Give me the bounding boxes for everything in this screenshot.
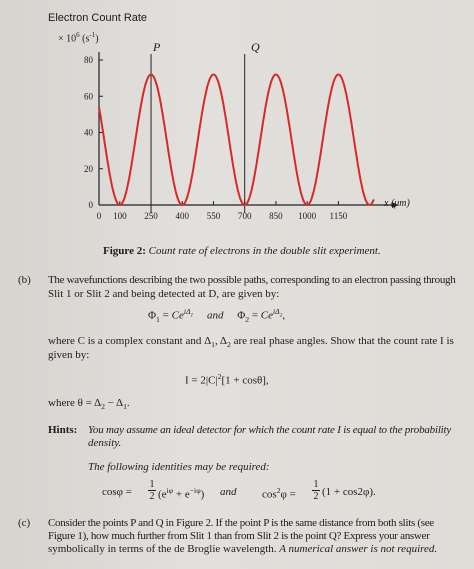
point-q-label: Q	[251, 40, 260, 54]
part-b-where-line1: where C is a complex constant and $\Delta_1$, $\Delta_2$ are real phase angles. Show that the count rate I is	[48, 335, 454, 350]
y-axis-unit: × $10^6$ $(s^{-1})$	[58, 31, 99, 45]
chart-ticks	[84, 55, 348, 221]
hints-line2: density.	[88, 437, 122, 449]
theta-definition: where $\theta = \Delta_2 - \Delta_1$.	[48, 397, 130, 412]
figure-title: Electron Count Rate	[48, 12, 148, 24]
x-axis-label: x (μm)	[384, 198, 410, 209]
identity-and: and	[220, 486, 237, 498]
x-tick-label: 850	[269, 211, 283, 221]
figure-caption: Figure 2: Count rate of electrons in the double slit experiment.	[103, 245, 381, 257]
y-tick-label: 60	[84, 91, 93, 102]
x-tick-label: 400	[175, 211, 190, 221]
hints-label: Hints:	[48, 424, 78, 436]
hints-line1: You may assume an ideal detector for which the count rate I is equal to the probability	[88, 424, 452, 436]
y-tick-label: 20	[84, 163, 93, 174]
x-tick-label: 1000	[298, 211, 317, 221]
part-c-line1: Consider the points P and Q in Figure 2. If the point P is the same distance from both slits (see	[48, 517, 434, 529]
part-b-where-line2: given by:	[48, 349, 90, 361]
x-tick-label: 700	[237, 211, 252, 221]
count-rate-curve	[99, 75, 374, 205]
x-tick-label: 250	[144, 211, 158, 221]
x-tick-label: 1150	[329, 211, 348, 221]
identity-cos-squared-fraction: 1 2	[313, 479, 319, 502]
point-p-label: P	[153, 40, 161, 54]
part-b-label: (b)	[18, 274, 31, 286]
identity-cos: cosφ =	[102, 486, 132, 498]
x-tick-label: 100	[113, 211, 127, 221]
part-b-intro-line2: Slit 1 or Slit 2 and being detected at D, are given by:	[48, 288, 280, 300]
part-c-label: (c)	[18, 517, 31, 529]
part-b-intro-line1: The wavefunctions describing the two possible paths, corresponding to an electron passing through	[48, 274, 456, 286]
part-c-line2: Figure 1), how much further from Slit 1 than from Slit 2 is the point Q? Express your answer	[48, 530, 430, 542]
y-tick-label: 80	[84, 55, 93, 65]
x-tick-label: 0	[96, 211, 102, 221]
identity-cos-squared-rhs: (1 + cos2φ).	[322, 486, 376, 498]
count-rate-equation: $I = 2|C|^2[1 + \cos\theta]$,	[185, 372, 269, 387]
part-c-line3: symbolically in terms of the de Broglie wavelength. A numerical answer is not required.	[48, 543, 438, 555]
identity-cos-squared: $\cos^2\varphi$ =	[262, 486, 296, 501]
y-tick-label: 0	[88, 200, 93, 210]
wavefunction-equations: $\Phi_1 = Ce^{i\Delta_1}$ and $\Phi_2 = Ce^{i\Delta_2}$,	[148, 307, 286, 324]
identity-cos-rhs: $(e^{i\varphi} + e^{-i\varphi})$	[158, 486, 205, 501]
identities-line: The following identities may be required:	[88, 461, 270, 473]
identity-cos-fraction: 1 2	[149, 479, 155, 502]
x-tick-label: 550	[206, 211, 221, 221]
y-tick-label: 40	[84, 127, 93, 138]
